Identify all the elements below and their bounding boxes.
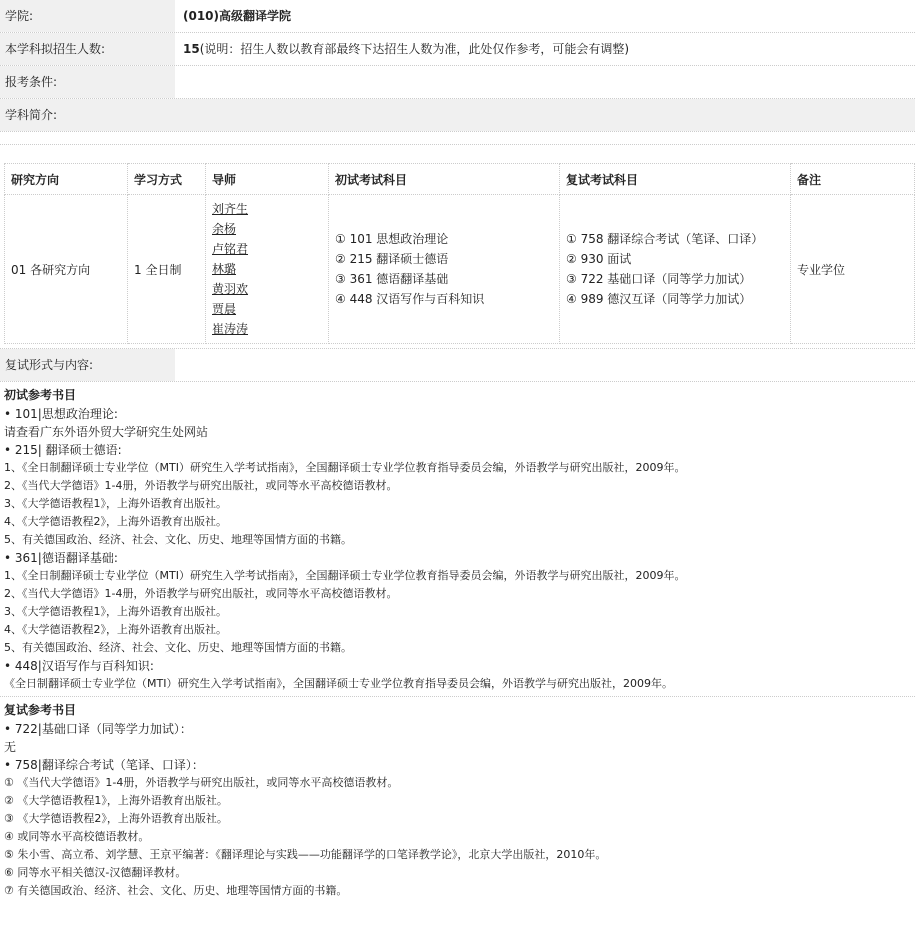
retest-form-label: 复试形式与内容: bbox=[0, 349, 175, 381]
college-label: 学院: bbox=[0, 0, 175, 32]
requirement-label: 报考条件: bbox=[0, 66, 175, 98]
reference-item: 无 bbox=[4, 740, 17, 754]
initial-exam-item: ① 101 思想政治理论 bbox=[335, 232, 449, 246]
retest-form-row bbox=[0, 348, 915, 382]
initial-exam-item: ③ 361 德语翻译基础 bbox=[335, 272, 449, 286]
reference-item: • 758|翻译综合考试（笔译、口译）： bbox=[4, 758, 204, 772]
reference-item: 《全日制翻译硕士专业学位（MTI）研究生入学考试指南》，全国翻译硕士专业学位教育指导委员会编，外语教学与研究出版社，2009年。 bbox=[4, 677, 673, 690]
initial-exam-item: ② 215 翻译硕士德语 bbox=[335, 252, 449, 266]
header-mode: 学习方式 bbox=[128, 164, 206, 195]
initial-reference-title: 初试参考书目 bbox=[4, 388, 77, 402]
tutor-link[interactable]: 贾晨 bbox=[212, 302, 237, 316]
retest-exam-item: ③ 722 基础口译（同等学力加试） bbox=[566, 272, 752, 286]
reference-item: • 448|汉语写作与百科知识: bbox=[4, 659, 154, 673]
table-row bbox=[5, 195, 915, 344]
requirement-value bbox=[175, 66, 915, 98]
reference-item: ③ 《大学德语教程2》，上海外语教育出版社。 bbox=[4, 812, 228, 825]
direction-cell: 01 各研究方向 bbox=[5, 195, 128, 344]
requirement-row bbox=[0, 66, 915, 99]
enrollment-value bbox=[175, 33, 915, 65]
reference-item: ⑦ 有关德国政治、经济、社会、文化、历史、地理等国情方面的书籍。 bbox=[4, 884, 348, 897]
spacer bbox=[0, 132, 915, 144]
tutor-link[interactable]: 余杨 bbox=[212, 222, 237, 236]
reference-item: ⑥ 同等水平相关德汉-汉德翻译教材。 bbox=[4, 866, 187, 879]
retest-reference-title: 复试参考书目 bbox=[4, 703, 77, 717]
retest-exam-item: ① 758 翻译综合考试（笔译、口译） bbox=[566, 232, 764, 246]
reference-item: 2、《当代大学德语》1-4册，外语教学与研究出版社，或同等水平高校德语教材。 bbox=[4, 479, 398, 492]
enrollment-label: 本学科拟招生人数: bbox=[0, 33, 175, 65]
header-initial-exam: 初试考试科目 bbox=[329, 164, 560, 195]
remark-cell: 专业学位 bbox=[791, 195, 915, 344]
reference-item: ④ 或同等水平高校德语教材。 bbox=[4, 830, 150, 843]
initial-exam-item: ④ 448 汉语写作与百科知识 bbox=[335, 292, 485, 306]
tutor-cell bbox=[206, 195, 329, 344]
header-remark: 备注 bbox=[791, 164, 915, 195]
info-section bbox=[0, 0, 915, 132]
table-header-row bbox=[5, 164, 915, 195]
reference-item: 3、《大学德语教程1》，上海外语教育出版社。 bbox=[4, 497, 227, 510]
enrollment-count: 15 bbox=[183, 42, 200, 56]
reference-item: 请查看广东外语外贸大学研究生处网站 bbox=[4, 425, 209, 439]
intro-row bbox=[0, 99, 915, 132]
program-table bbox=[4, 163, 915, 344]
reference-item: 3、《大学德语教程1》，上海外语教育出版社。 bbox=[4, 605, 227, 618]
divider bbox=[0, 144, 915, 145]
enrollment-note: (说明：招生人数以教育部最终下达招生人数为准，此处仅作参考，可能会有调整) bbox=[199, 42, 630, 56]
intro-label: 学科简介: bbox=[0, 99, 175, 131]
reference-item: ⑤ 朱小雪、高立希、刘学慧、王京平编著：《翻译理论与实践——功能翻译学的口笔译教学论》，北京大学出版社，2010年。 bbox=[4, 848, 607, 861]
retest-exam-cell bbox=[560, 195, 791, 344]
tutor-link[interactable]: 黄羽欢 bbox=[212, 282, 249, 296]
tutor-link[interactable]: 刘齐生 bbox=[212, 202, 249, 216]
reference-item: 5、有关德国政治、经济、社会、文化、历史、地理等国情方面的书籍。 bbox=[4, 533, 352, 546]
reference-item: • 361|德语翻译基础: bbox=[4, 551, 118, 565]
reference-item: ② 《大学德语教程1》，上海外语教育出版社。 bbox=[4, 794, 228, 807]
reference-item: • 101|思想政治理论: bbox=[4, 407, 118, 421]
college-value: (010)高级翻译学院 bbox=[175, 0, 915, 32]
initial-exam-cell bbox=[329, 195, 560, 344]
reference-item: • 215| 翻译硕士德语: bbox=[4, 443, 122, 457]
tutor-link[interactable]: 林璐 bbox=[212, 262, 237, 276]
header-direction: 研究方向 bbox=[5, 164, 128, 195]
college-row bbox=[0, 0, 915, 33]
header-tutor: 导师 bbox=[206, 164, 329, 195]
retest-form-value bbox=[175, 349, 915, 381]
reference-item: 4、《大学德语教程2》，上海外语教育出版社。 bbox=[4, 515, 227, 528]
reference-item: 1、《全日制翻译硕士专业学位（MTI）研究生入学考试指南》，全国翻译硕士专业学位教育指导委员会编，外语教学与研究出版社，2009年。 bbox=[4, 569, 686, 582]
reference-item: 4、《大学德语教程2》，上海外语教育出版社。 bbox=[4, 623, 227, 636]
mode-cell: 1 全日制 bbox=[128, 195, 206, 344]
reference-item: ① 《当代大学德语》1-4册，外语教学与研究出版社，或同等水平高校德语教材。 bbox=[4, 776, 399, 789]
reference-item: 5、有关德国政治、经济、社会、文化、历史、地理等国情方面的书籍。 bbox=[4, 641, 352, 654]
reference-item: 1、《全日制翻译硕士专业学位（MTI）研究生入学考试指南》，全国翻译硕士专业学位教育指导委员会编，外语教学与研究出版社，2009年。 bbox=[4, 461, 686, 474]
retest-exam-item: ② 930 面试 bbox=[566, 252, 632, 266]
reference-item: • 722|基础口译（同等学力加试）： bbox=[4, 722, 192, 736]
retest-reference-section bbox=[0, 697, 915, 900]
tutor-link[interactable]: 卢铭君 bbox=[212, 242, 249, 256]
initial-reference-section bbox=[0, 382, 915, 693]
enrollment-row bbox=[0, 33, 915, 66]
header-retest-exam: 复试考试科目 bbox=[560, 164, 791, 195]
retest-exam-item: ④ 989 德汉互译（同等学力加试） bbox=[566, 292, 752, 306]
reference-item: 2、《当代大学德语》1-4册，外语教学与研究出版社，或同等水平高校德语教材。 bbox=[4, 587, 398, 600]
intro-value bbox=[175, 99, 915, 131]
tutor-link[interactable]: 崔涛涛 bbox=[212, 322, 249, 336]
